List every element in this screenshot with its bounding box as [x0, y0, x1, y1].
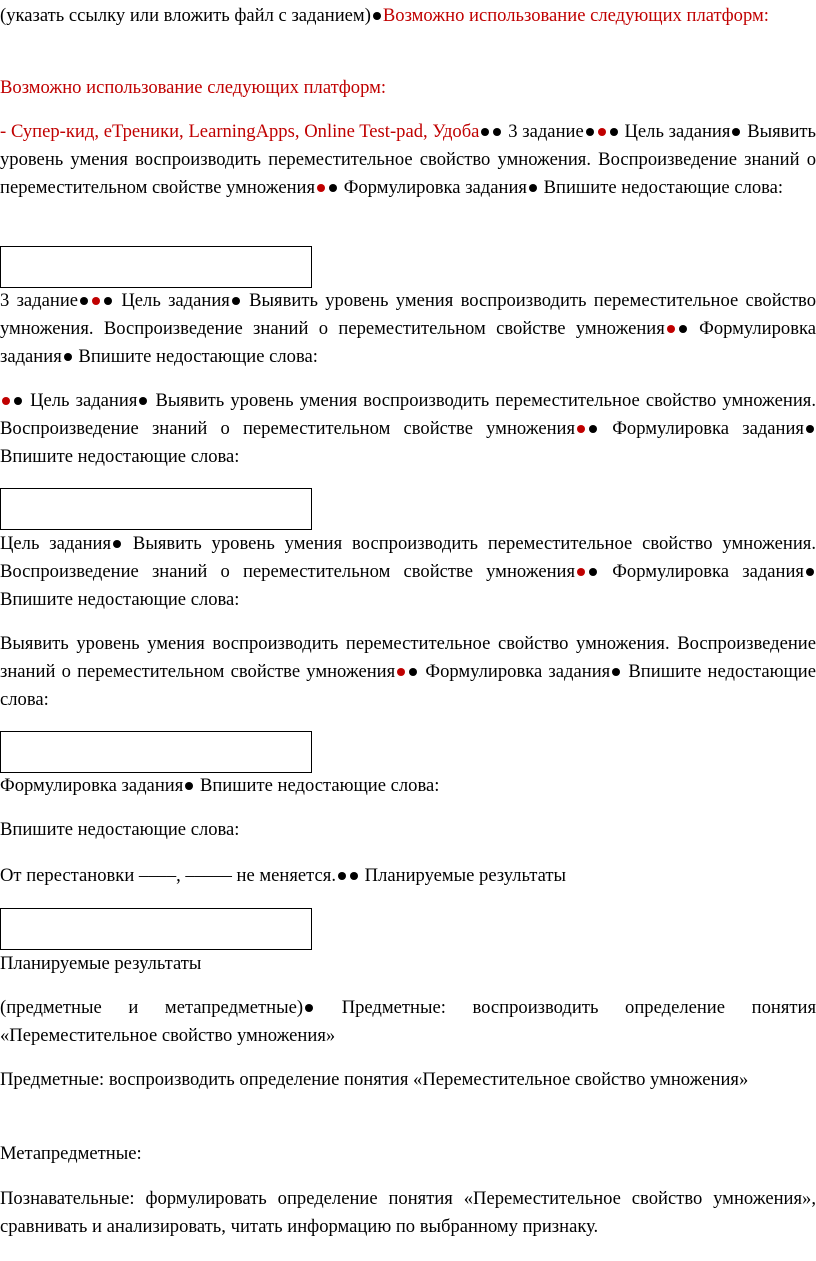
results-types: (предметные и метапредметные) [0, 997, 304, 1018]
wording-label: Формулировка задания [425, 661, 611, 682]
wording-label: Формулировка задания [0, 775, 184, 796]
bullet-icon [305, 1004, 313, 1012]
bullet-icon [806, 568, 814, 576]
wording-label: Формулировка задания [343, 177, 527, 198]
instruction-text: Впишите недостающие слова: [0, 661, 816, 710]
task-number: 3 задание [508, 121, 584, 142]
platforms-text: Возможно использование следующих платформ: [382, 5, 769, 26]
answer-box [0, 731, 312, 773]
wording-label: Формулировка задания [0, 318, 816, 367]
goal-text: Выявить уровень умения воспроизводить переместительное свойство умножения. Воспроизведение знаний о переместительном свойстве умножения [0, 290, 816, 339]
paragraph-wording [0, 772, 816, 800]
bullet-icon [481, 128, 489, 136]
goal-label: Цель задания [0, 533, 112, 554]
bullet-icon [732, 128, 740, 136]
bullet-red-icon [577, 425, 585, 433]
goal-text: Выявить уровень умения воспроизводить переместительное свойство умножения. Воспроизведение знаний о переместительном свойстве умножения [0, 533, 816, 582]
bullet-red-icon [92, 297, 100, 305]
paragraph-fill-in [0, 862, 816, 890]
paragraph-cognitive: Познавательные: формулировать определение понятия «Переместительное свойство умножения», сравнивать и анализировать, читать информацию по выбранному признаку. [0, 1188, 816, 1237]
instruction-text: Впишите недостающие слова: [0, 446, 240, 467]
bullet-icon [612, 668, 620, 676]
bullet-icon [338, 872, 346, 880]
bullet-icon [64, 353, 72, 361]
paragraph-task3-a [0, 118, 816, 202]
goal-text: Выявить уровень умения воспроизводить переместительное свойство умножения. Воспроизведение знаний о переместительном свойстве умножения [0, 121, 816, 198]
goal-label: Цель задания [624, 121, 731, 142]
answer-box [0, 488, 312, 530]
goal-label: Цель задания [30, 390, 138, 411]
bullet-icon [586, 128, 594, 136]
bullet-red-icon [577, 568, 585, 576]
subject-results: Предметные: воспроизводить определение понятия «Переместительное свойство умножения» [0, 997, 816, 1046]
bullet-icon [232, 297, 240, 305]
bullet-icon [185, 782, 193, 790]
bullet-icon [139, 397, 147, 405]
goal-label: Цель задания [121, 290, 230, 311]
instruction-text: Впишите недостающие слова: [0, 589, 240, 610]
bullet-icon [80, 297, 88, 305]
paragraph-results: Планируемые результаты [0, 953, 202, 974]
bullet-icon [14, 397, 22, 405]
bullet-icon [373, 12, 381, 20]
bullet-icon [113, 540, 121, 548]
bullet-icon [806, 425, 814, 433]
paragraph-instruction: Впишите недостающие слова: [0, 819, 240, 840]
bullet-icon [104, 297, 112, 305]
bullet-red-icon [397, 668, 405, 676]
bullet-icon [589, 425, 597, 433]
bullet-red-icon [2, 397, 10, 405]
platform-list: - Супер-кид, еТреники, LearningApps, Online Test-pad, Удоба [0, 121, 480, 142]
wording-label: Формулировка задания [612, 561, 804, 582]
paragraph-platforms: Возможно использование следующих платформ: [0, 77, 387, 98]
fill-in-sentence: От перестановки ––––, ––––– не меняется. [0, 865, 336, 886]
bullet-icon [529, 184, 537, 192]
task-number: 3 задание [0, 290, 79, 311]
bullet-icon [679, 325, 687, 333]
bullet-icon [589, 568, 597, 576]
instruction-text: Впишите недостающие слова: [199, 775, 440, 796]
answer-box [0, 246, 312, 288]
paragraph-results-types [0, 994, 816, 1050]
paragraph-goal-b [0, 530, 816, 614]
bullet-icon [610, 128, 618, 136]
bullet-icon [409, 668, 417, 676]
goal-text: Выявить уровень умения воспроизводить переместительное свойство умножения. Воспроизведение знаний о переместительном свойстве умножения [0, 633, 816, 682]
results-label: Планируемые результаты [364, 865, 567, 886]
instruction-text: Впишите недостающие слова: [543, 177, 784, 198]
bullet-icon [329, 184, 337, 192]
bullet-icon [493, 128, 501, 136]
paragraph-task-link [0, 2, 816, 30]
bullet-icon [350, 872, 358, 880]
paragraph-goal-a [0, 387, 816, 471]
wording-label: Формулировка задания [612, 418, 804, 439]
answer-box [0, 908, 312, 950]
paragraph-subject-results: Предметные: воспроизводить определение понятия «Переместительное свойство умножения» [0, 1069, 749, 1090]
bullet-red-icon [598, 128, 606, 136]
task-link-note: (указать ссылку или вложить файл с заданием) [0, 5, 371, 26]
paragraph-metasubject: Метапредметные: [0, 1143, 142, 1164]
goal-text: Выявить уровень умения воспроизводить переместительное свойство умножения. Воспроизведение знаний о переместительном свойстве умножения [0, 390, 816, 439]
instruction-text: Впишите недостающие слова: [78, 346, 318, 367]
paragraph-goal-text [0, 630, 816, 714]
bullet-red-icon [667, 325, 675, 333]
paragraph-task3-b [0, 287, 816, 371]
bullet-red-icon [317, 184, 325, 192]
